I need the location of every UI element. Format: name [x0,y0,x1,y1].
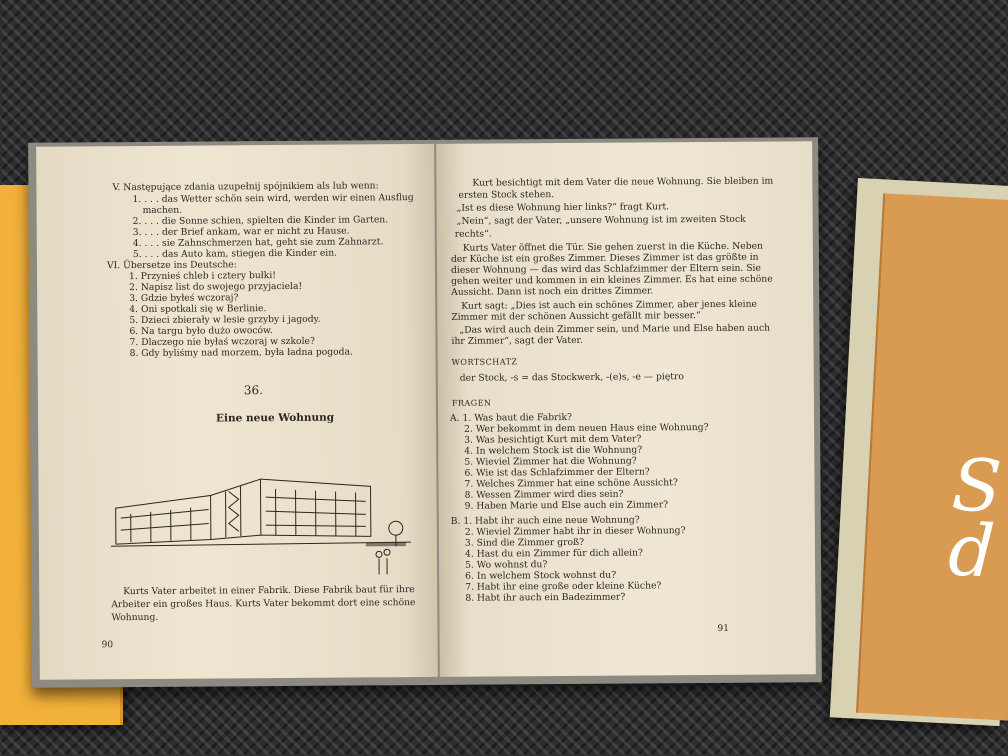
question-b-line: 8. Habt ihr auch ein Badezimmer? [465,591,626,604]
page-number-right: 91 [717,623,730,634]
question-a-line: 8. Wessen Zimmer wird dies sein? [464,488,624,501]
lesson-paragraph-line: Wohnung. [111,611,159,624]
wortschatz-heading: WORTSCHATZ [451,357,518,367]
text-line: dieser Wohnung — das wird das Schlafzimmer der Eltern sein. Sie [450,262,761,276]
cover-title-text: S d [946,442,1004,594]
text-line: gehen weiter und kommen in ein kleines Zimmer. Es hat eine schöne [451,273,773,287]
text-line: Kurts Vater öffnet die Tür. Sie gehen zuerst in die Küche. Neben [462,240,763,254]
exercise-line: 2. . . . die Sonne schien, spielten die Kinder im Garten. [132,214,389,228]
question-a-line: A. 1. Was baut die Fabrik? [450,411,572,424]
question-b-line: 5. Wo wohnst du? [465,559,548,571]
question-a-line: 7. Welches Zimmer hat eine schöne Aussicht? [464,477,678,490]
text-line: rechts“. [454,228,492,240]
lesson-title: Eine neue Wohnung [215,411,335,425]
lesson-paragraph-line: Arbeiter ein großes Haus. Kurts Vater bekommt dort eine schöne [111,597,416,611]
building-illustration [110,446,431,578]
exercise-line: 1. Przynieś chleb i cztery bułki! [129,270,277,283]
exercise-line: 5. Dzieci zbierały w lesie grzyby i jagody. [129,313,321,327]
text-line: Aussicht. Dann ist noch ein drittes Zimmer. [451,285,654,298]
page-number-left: 90 [101,640,114,651]
exercise-line: 3. Gdzie byłeś wczoraj? [129,292,239,305]
text-line: „Ist es diese Wohnung hier links?“ fragt Kurt. [456,201,670,214]
exercise-line: machen. [142,204,183,216]
right-hardcover-book [830,178,1008,726]
text-line: Zimmer mit der schönen Aussicht gefällt mir besser.“ [451,310,701,323]
question-a-line: 2. Wer bekommt in dem neuen Haus eine Wohnung? [464,422,709,435]
question-a-line: 5. Wieviel Zimmer hat die Wohnung? [464,455,637,468]
exercise-v-heading: V. Następujące zdania uzupełnij spójnikiem als lub wenn: [112,180,379,194]
exercise-vi-heading: VI. Übersetze ins Deutsche: [106,259,237,272]
text-line: ihr Zimmer“, sagt der Vater. [451,334,583,347]
open-book [28,137,822,688]
right-page [436,141,816,677]
question-b-line: B. 1. Habt ihr auch eine neue Wohnung? [450,514,640,527]
question-b-line: 2. Wieviel Zimmer habt ihr in dieser Wohnung? [464,525,686,538]
text-line: „Das wird auch dein Zimmer sein, und Marie und Else haben auch [459,322,771,336]
fragen-heading: FRAGEN [451,398,492,408]
question-a-line: 6. Wie ist das Schlafzimmer der Eltern? [464,466,650,479]
text-line: Kurt sagt: „Dies ist auch ein schönes Zimmer, aber jenes kleine [461,298,757,312]
exercise-line: 3. . . . der Brief ankam, war er nicht zu Hause. [132,225,350,239]
exercise-line: 4. Oni spotkali się w Berlinie. [129,303,267,316]
cover-figure-illustration [1000,240,1008,392]
question-b-line: 3. Sind die Zimmer groß? [464,536,585,549]
text-line: „Nein“, sagt der Vater, „unsere Wohnung ist im zweiten Stock [456,213,746,227]
question-b-line: 6. In welchem Stock wohnst du? [465,569,617,582]
exercise-line: 7. Dlaczego nie byłaś wczoraj w szkole? [129,335,315,349]
question-b-line: 7. Habt ihr eine große oder kleine Küche? [465,580,662,593]
exercise-line: 4. . . . sie Zahnschmerzen hat, geht sie zum Zahnarzt. [132,236,384,250]
exercise-line: 5. . . . das Auto kam, stiegen die Kinder ein. [132,247,338,261]
question-a-line: 3. Was besichtigt Kurt mit dem Vater? [464,433,642,446]
text-line: ersten Stock stehen. [458,189,555,201]
exercise-line: 8. Gdy byliśmy nad morzem, była ładna pogoda. [129,346,353,360]
right-book-cover [856,193,1008,720]
question-b-line: 4. Hast du ein Zimmer für dich allein? [464,547,643,560]
exercise-line: 6. Na targu było dużo owoców. [129,325,273,338]
question-a-line: 4. In welchem Stock ist die Wohnung? [464,444,643,457]
lesson-paragraph-line: Kurts Vater arbeitet in einer Fabrik. Diese Fabrik baut für ihre [123,584,415,598]
exercise-line: 1. . . . das Wetter schön sein wird, werden wir einen Ausflug [132,192,414,206]
left-page [36,144,438,680]
text-line: der Küche ist ein großes Zimmer. Dieses Zimmer ist das größte in [450,251,759,265]
text-line: Kurt besichtigt mit dem Vater die neue Wohnung. Sie bleiben im [472,175,774,189]
wortschatz-entry: der Stock, -s = das Stockwerk, -(e)s, -e — piętro [459,371,684,384]
exercise-line: 2. Napisz list do swojego przyjaciela! [129,280,303,294]
lesson-number: 36. [243,383,263,398]
question-a-line: 9. Haben Marie und Else auch ein Zimmer? [464,499,669,512]
